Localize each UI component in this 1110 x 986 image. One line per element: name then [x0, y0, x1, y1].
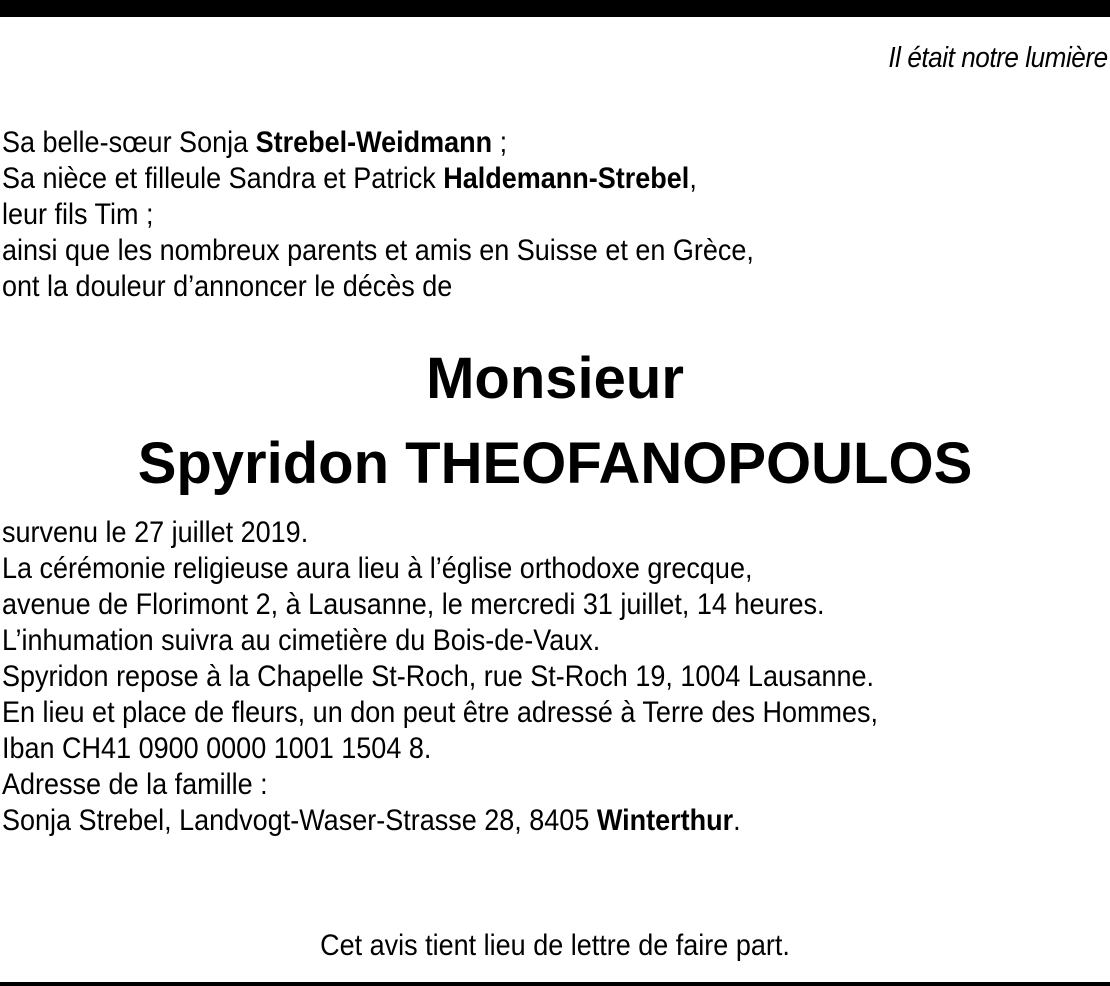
family-name: Haldemann-Strebel	[443, 162, 690, 195]
city-name: Winterthur	[596, 804, 734, 837]
top-rule	[0, 0, 1110, 17]
mourner-line-3: leur fils Tim ;	[2, 198, 154, 231]
deceased-honorific: Monsieur	[426, 346, 684, 411]
detail-line-9: Sonja Strebel, Landvogt-Waser-Strasse 28, 8405 Winterthur.	[2, 804, 741, 837]
detail-line-1: survenu le 27 juillet 2019.	[2, 516, 309, 549]
details-block	[2, 515, 878, 839]
detail-line-4: L’inhumation suivra au cimetière du Bois-de-Vaux.	[2, 624, 601, 657]
footer-note: Cet avis tient lieu de lettre de faire part.	[320, 929, 790, 962]
detail-line-7: Iban CH41 0900 0000 1001 1504 8.	[2, 732, 432, 765]
family-name: Strebel-Weidmann	[255, 126, 493, 159]
detail-line-8: Adresse de la famille :	[2, 768, 268, 801]
mourner-line-1: Sa belle-sœur Sonja Strebel-Weidmann ;	[2, 126, 508, 159]
deceased-name: Spyridon THEOFANOPOULOS	[137, 431, 973, 496]
mourner-line-4: ainsi que les nombreux parents et amis en Suisse et en Grèce,	[2, 234, 754, 267]
detail-line-6: En lieu et place de fleurs, un don peut être adressé à Terre des Hommes,	[2, 696, 879, 729]
detail-line-3: avenue de Florimont 2, à Lausanne, le mercredi 31 juillet, 14 heures.	[2, 588, 825, 621]
bottom-rule	[0, 982, 1110, 986]
motto: Il était notre lumière	[888, 42, 1108, 74]
mourners-block	[2, 125, 754, 305]
mourner-line-2: Sa nièce et filleule Sandra et Patrick Haldemann-Strebel,	[2, 162, 697, 195]
detail-line-5: Spyridon repose à la Chapelle St-Roch, rue St-Roch 19, 1004 Lausanne.	[2, 660, 875, 693]
mourner-line-5: ont la douleur d’annoncer le décès de	[2, 270, 453, 303]
detail-line-2: La cérémonie religieuse aura lieu à l’église orthodoxe grecque,	[2, 552, 753, 585]
